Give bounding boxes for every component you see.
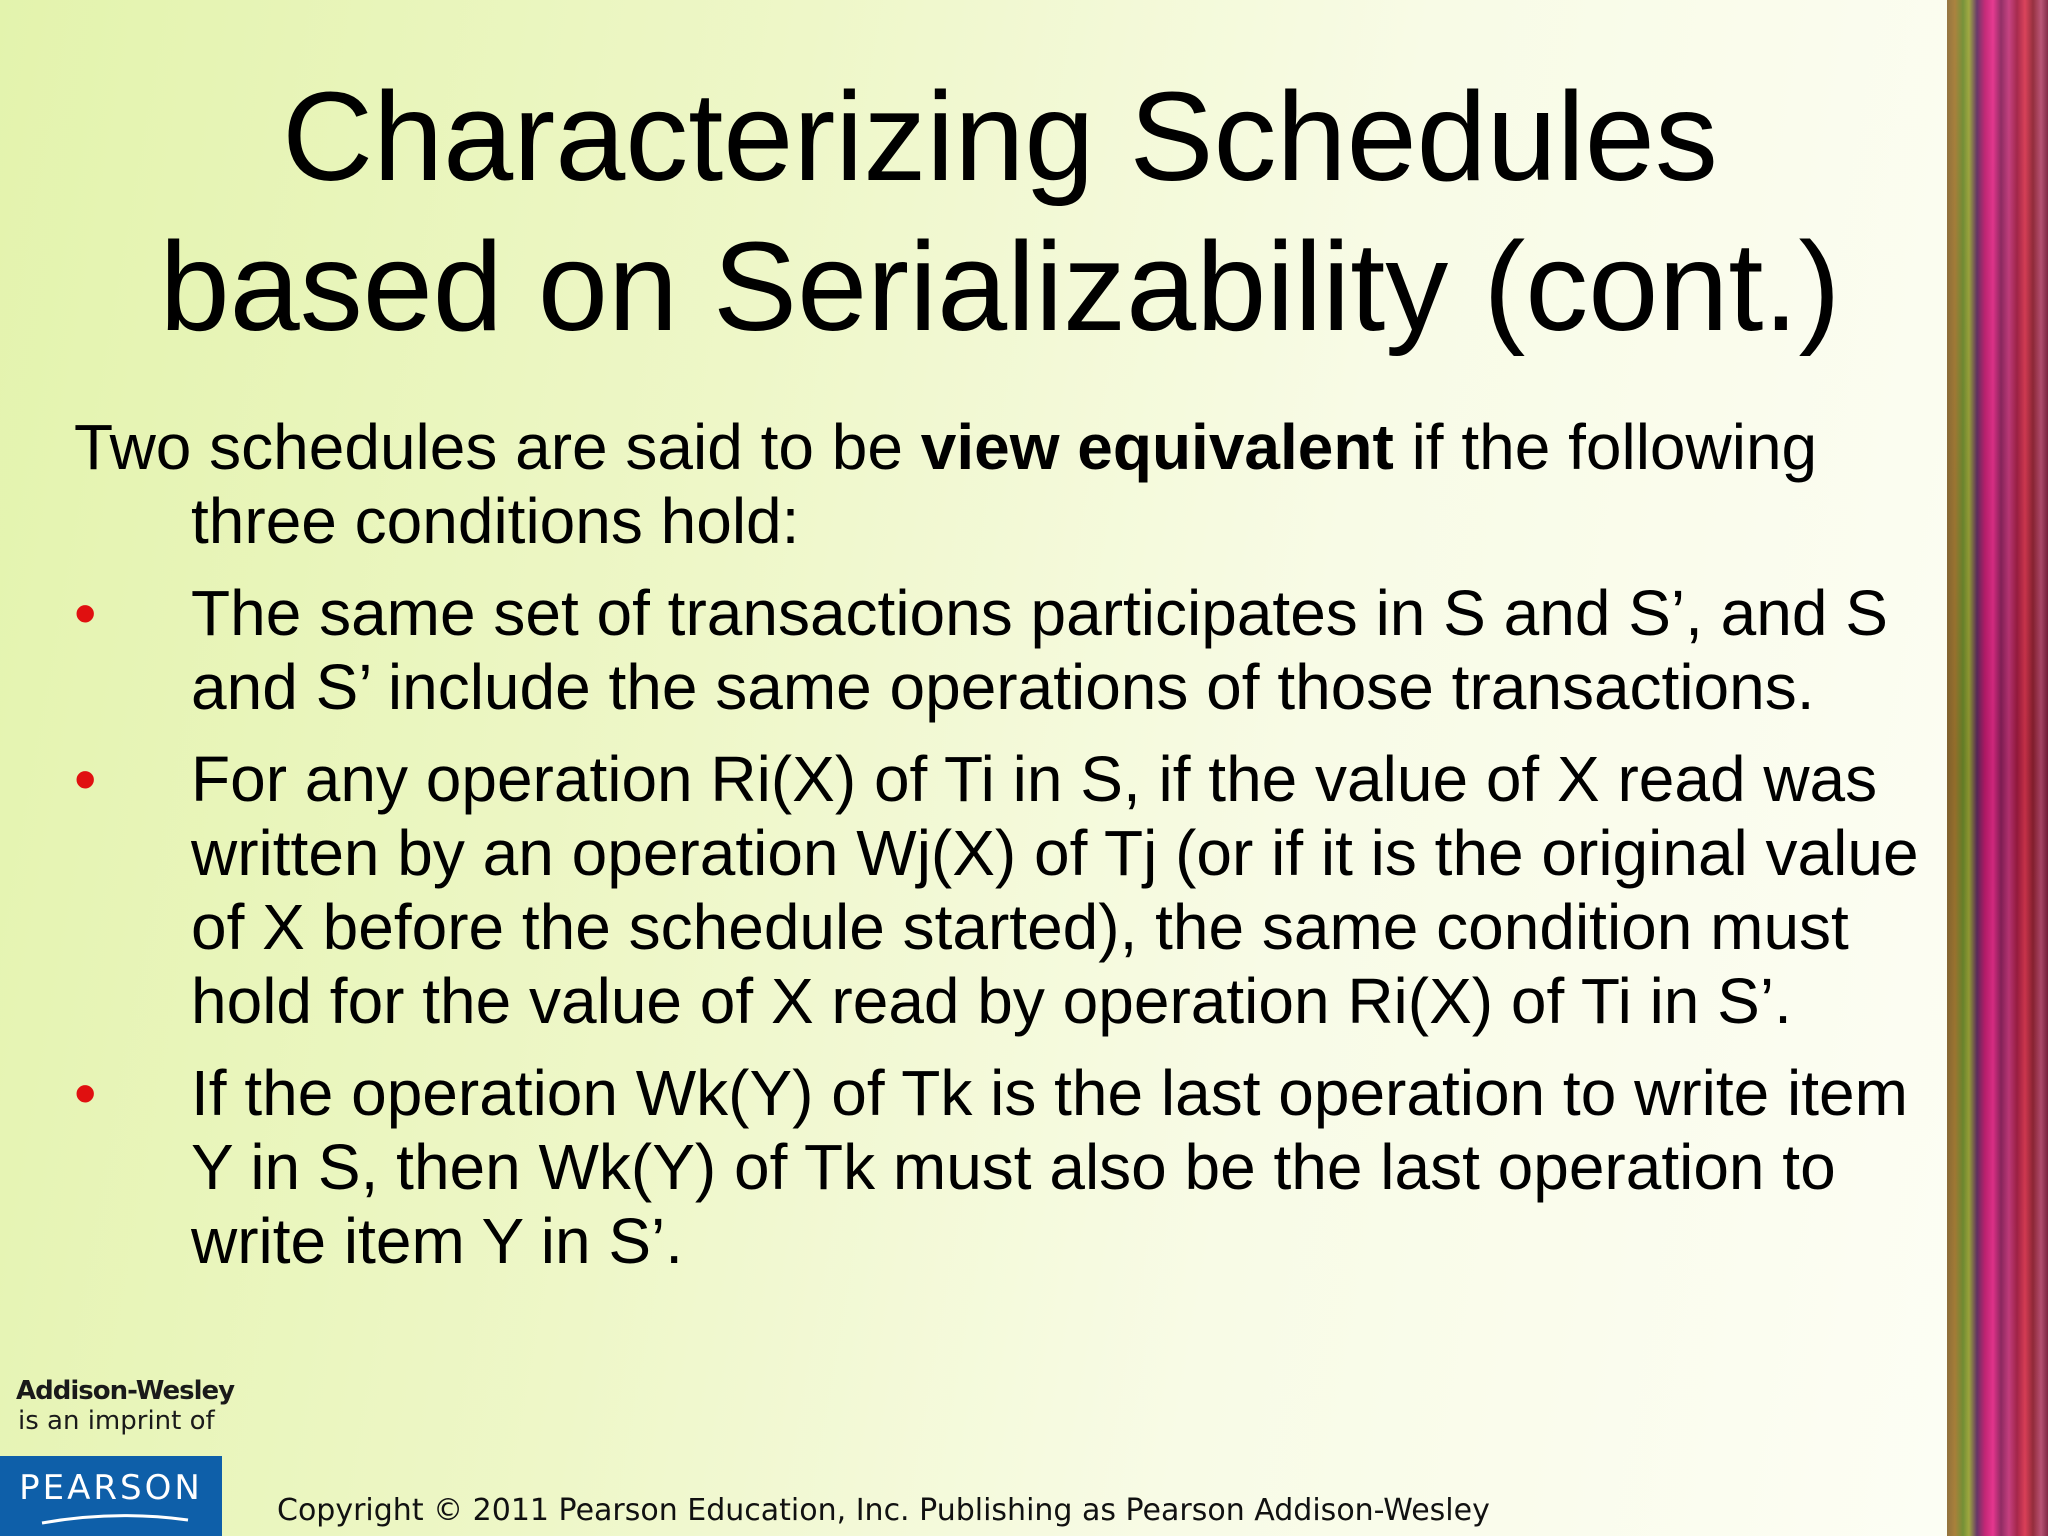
intro-paragraph <box>74 410 1934 558</box>
publisher-logo <box>0 1368 235 1536</box>
condition-item <box>74 1056 1934 1278</box>
bullet-icon: • <box>74 1057 97 1129</box>
title-line-2: based on Serializability (cont.) <box>159 216 1841 357</box>
condition-text: For any operation Ri(X) of Ti in S, if the value of X read was written by an operation Wj(X) of Tj (or if it is the original value of X before the schedule started), the same condition must hold for the value of X read by operation Ri(X) of Ti in S’. <box>191 743 1919 1037</box>
pearson-logo <box>0 1456 222 1536</box>
pearson-swoosh-icon <box>40 1512 190 1526</box>
slide-title <box>150 62 1850 362</box>
title-line-1: Characterizing Schedules <box>282 66 1718 207</box>
condition-item <box>74 576 1934 724</box>
intro-text-start: Two schedules are said to be <box>74 411 921 483</box>
bullet-icon: • <box>74 743 97 815</box>
slide-body <box>74 410 1934 1278</box>
condition-list <box>74 576 1934 1278</box>
condition-item <box>74 742 1934 1038</box>
condition-text: If the operation Wk(Y) of Tk is the last operation to write item Y in S, then Wk(Y) of Tk must also be the last operation to write item Y in S’. <box>191 1057 1908 1277</box>
intro-text-end: if the following three conditions hold: <box>191 411 1818 557</box>
decorative-side-stripe <box>1947 0 2048 1536</box>
imprint-caption: is an imprint of <box>18 1406 215 1436</box>
pearson-logo-text: PEARSON <box>19 1468 203 1508</box>
copyright-notice: Copyright © 2011 Pearson Education, Inc. Publishing as Pearson Addison-Wesley <box>277 1493 1490 1528</box>
bullet-icon: • <box>74 577 97 649</box>
intro-bold-term: view equivalent <box>920 411 1394 483</box>
condition-text: The same set of transactions participates in S and S’, and S and S’ include the same operations of those transactions. <box>191 577 1888 723</box>
imprint-name: Addison-Wesley <box>16 1376 235 1406</box>
